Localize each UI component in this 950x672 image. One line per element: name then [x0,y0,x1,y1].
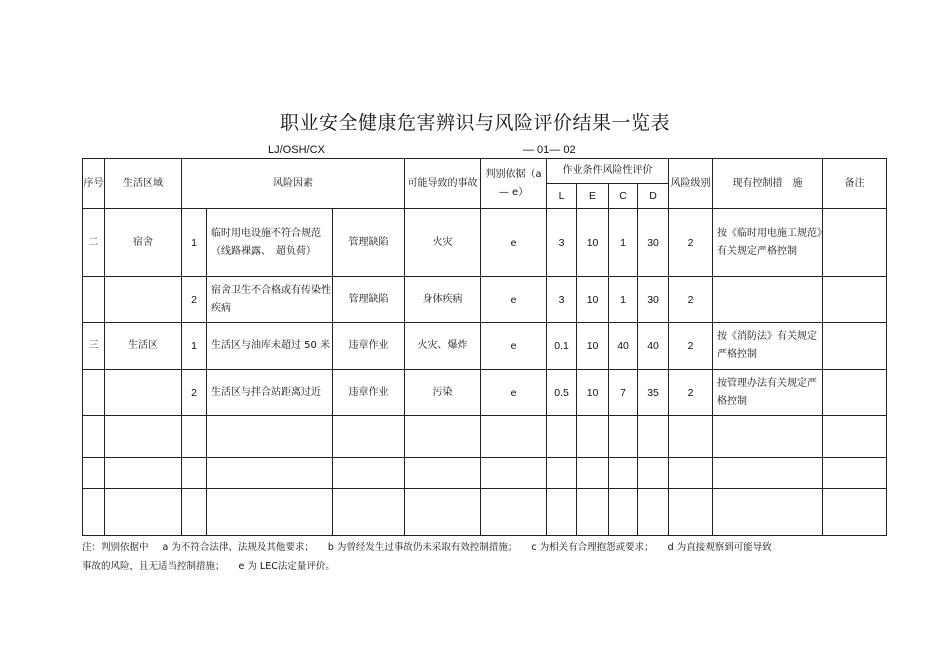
cell-control [713,277,823,323]
cell-E: 10 [577,277,609,323]
footnote-line-1 [82,538,872,557]
footnote-lead: 注：判别依据中 [82,542,149,553]
footnote-d1: d 为直接观察到可能导致 [667,542,772,553]
cell-accident: 污染 [405,370,481,416]
header-control: 现有控制措 施 [713,159,823,209]
cell-level: 2 [669,209,713,277]
cell-area: 生活区 [105,323,182,370]
cell-level: 2 [669,277,713,323]
document-code: LJ/OSH/CX [268,144,325,156]
cell-no: 1 [182,209,207,277]
cell-type: 违章作业 [333,323,405,370]
cell-type: 管理缺陷 [333,209,405,277]
cell-factor: 生活区与拌合站距离过近 [207,370,333,416]
cell-factor: 临时用电设施不符合规范（线路裸露、 超负荷） [207,209,333,277]
cell-D: 30 [638,277,669,323]
table-row [83,209,887,277]
cell-seq: 三 [83,323,105,370]
cell-control: 按《临时用电施工规范》有关规定严格控制 [713,209,823,277]
cell-E: 10 [577,370,609,416]
cell-L: 0.1 [547,323,577,370]
header-lec-group: 作业条件风险性评价 [547,159,669,184]
risk-table [82,158,887,536]
cell-seq [83,277,105,323]
footnote-e: e 为 LEC法定量评价。 [238,561,335,572]
cell-accident: 火灾、爆炸 [405,323,481,370]
document-number: — 01— 02 [523,144,576,156]
header-factor: 风险因素 [182,159,405,209]
footnote [82,538,872,576]
footnote-b: b 为曾经发生过事故仍未采取有效控制措施； [327,542,518,553]
cell-D: 30 [638,209,669,277]
cell-basis: e [481,323,547,370]
cell-accident: 身体疾病 [405,277,481,323]
cell-type: 管理缺陷 [333,277,405,323]
header-accident: 可能导致的事故 [405,159,481,209]
empty-row [83,416,887,458]
footnote-a: a 为不符合法律、法规及其他要求； [162,542,314,553]
cell-no: 2 [182,370,207,416]
cell-level: 2 [669,323,713,370]
cell-C: 1 [609,277,638,323]
footnote-d2: 事故的风险，且无适当控制措施； [82,561,225,572]
empty-row [83,458,887,489]
table-row [83,323,887,370]
header-area: 生活区域 [105,159,182,209]
cell-remark [823,277,887,323]
cell-level: 2 [669,370,713,416]
cell-no: 2 [182,277,207,323]
table-row [83,370,887,416]
cell-remark [823,209,887,277]
cell-basis: e [481,277,547,323]
cell-type: 违章作业 [333,370,405,416]
cell-E: 10 [577,323,609,370]
cell-no: 1 [182,323,207,370]
cell-C: 40 [609,323,638,370]
header-C: C [609,184,638,209]
cell-control: 按管理办法有关规定严格控制 [713,370,823,416]
cell-accident: 火灾 [405,209,481,277]
cell-seq: 二 [83,209,105,277]
cell-E: 10 [577,209,609,277]
cell-remark [823,323,887,370]
page-title: 职业安全健康危害辨识与风险评价结果一览表 [279,112,670,134]
header-row [83,159,887,184]
cell-factor: 生活区与油库未超过 50 米 [207,323,333,370]
cell-area [105,277,182,323]
footnote-line-2 [82,557,872,576]
header-basis: 判别依据（a— e） [481,159,547,209]
empty-row [83,489,887,536]
cell-C: 1 [609,209,638,277]
cell-control: 按《消防法》有关规定严格控制 [713,323,823,370]
cell-basis: e [481,209,547,277]
header-level: 风险级别 [669,159,713,209]
cell-L: 0.5 [547,370,577,416]
header-remark: 备注 [823,159,887,209]
header-E: E [577,184,609,209]
cell-C: 7 [609,370,638,416]
cell-L: 3 [547,209,577,277]
cell-L: 3 [547,277,577,323]
cell-area [105,370,182,416]
cell-basis: e [481,370,547,416]
cell-D: 40 [638,323,669,370]
cell-seq [83,370,105,416]
cell-area: 宿舍 [105,209,182,277]
cell-D: 35 [638,370,669,416]
cell-factor: 宿舍卫生不合格或有传染性疾病 [207,277,333,323]
table-row [83,277,887,323]
header-D: D [638,184,669,209]
cell-remark [823,370,887,416]
header-L: L [547,184,577,209]
footnote-c: c 为相关有合理抱怨或要求； [531,542,654,553]
header-seq: 序号 [83,159,105,209]
